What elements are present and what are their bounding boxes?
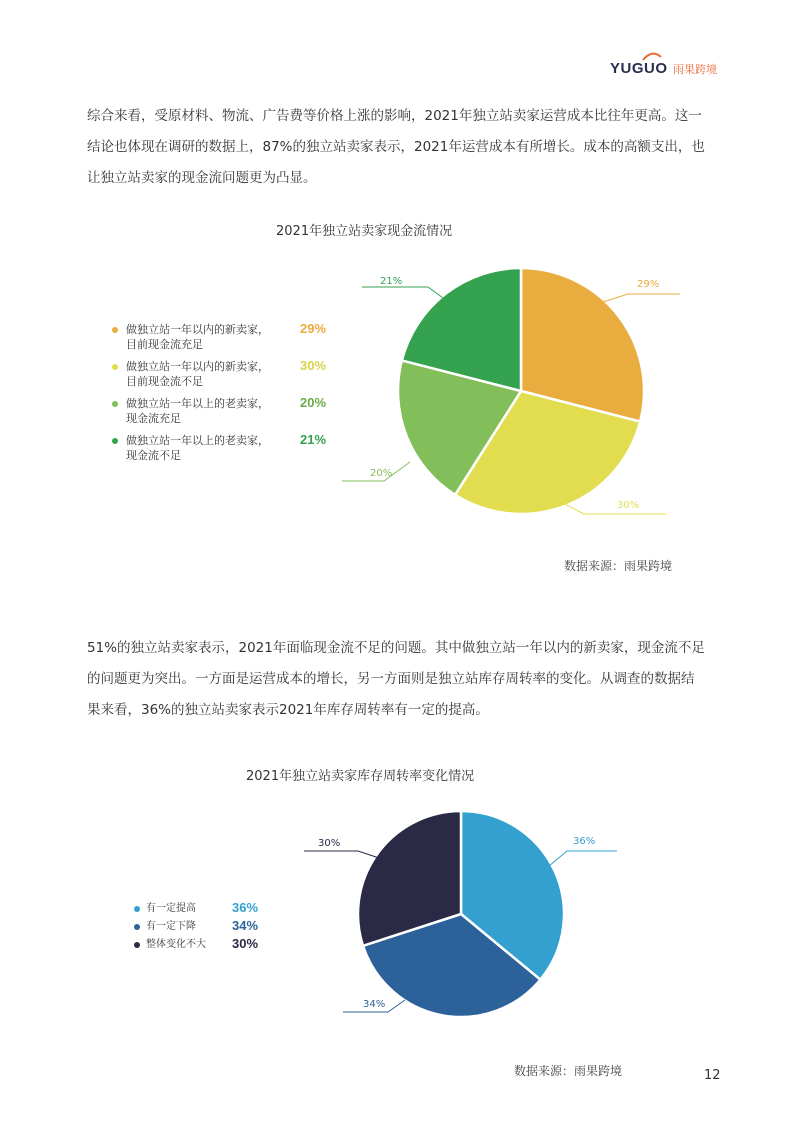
legend-value: 29%	[300, 321, 327, 336]
legend-value: 21%	[300, 432, 327, 447]
legend-label: 有一定提高	[146, 903, 196, 914]
legend-value: 30%	[232, 936, 259, 951]
data-label: 29%	[637, 279, 660, 290]
data-label: 30%	[617, 500, 640, 511]
legend-value: 30%	[300, 358, 327, 373]
data-label: 36%	[573, 836, 596, 847]
data-label: 30%	[318, 838, 341, 849]
paragraph-1: 综合来看，受原材料、物流、广告费等价格上涨的影响，2021年独立站卖家运营成本比往年更高。这一结论也体现在调研的数据上，87%的独立站卖家表示，2021年运营成本有所增长。成本的高额支出，也让独立站卖家的现金流问题更为凸显。	[87, 108, 705, 186]
data-label: 20%	[370, 468, 393, 479]
logo-chinese-text: 雨果跨境	[673, 63, 717, 76]
leader-line	[304, 851, 379, 858]
legend-label: 做独立站一年以上的老卖家， 现金流充足	[126, 397, 269, 425]
chart-1-title: 2021年独立站卖家现金流情况	[276, 224, 453, 239]
page-number: 12	[704, 1068, 721, 1083]
logo-text: YUGUO	[610, 60, 668, 77]
legend-label: 做独立站一年以内的新卖家， 目前现金流充足	[126, 323, 269, 351]
chart-2-source: 数据来源：雨果跨境	[514, 1064, 623, 1078]
paragraph-2: 51%的独立站卖家表示，2021年面临现金流不足的问题。其中做独立站一年以内的新卖家，现金流不足的问题更为突出。一方面是运营成本的增长，另一方面则是独立站库存周转率的变化。从调查的数据结果来看，36%的独立站卖家表示2021年库存周转率有一定的提高。	[87, 640, 705, 718]
legend-label: 整体变化不大	[146, 939, 206, 950]
legend-value: 36%	[232, 900, 259, 915]
chart-2-title: 2021年独立站卖家库存周转率变化情况	[246, 769, 475, 784]
data-label: 34%	[363, 999, 386, 1010]
chart-1-source: 数据来源：雨果跨境	[564, 559, 673, 573]
legend-label: 做独立站一年以上的老卖家， 现金流不足	[126, 434, 269, 462]
leader-line	[549, 851, 617, 866]
legend-value: 34%	[232, 918, 259, 933]
legend-label: 有一定下降	[146, 921, 196, 932]
data-label: 21%	[380, 276, 403, 287]
legend-value: 20%	[300, 395, 327, 410]
legend-label: 做独立站一年以内的新卖家， 目前现金流不足	[126, 360, 269, 388]
